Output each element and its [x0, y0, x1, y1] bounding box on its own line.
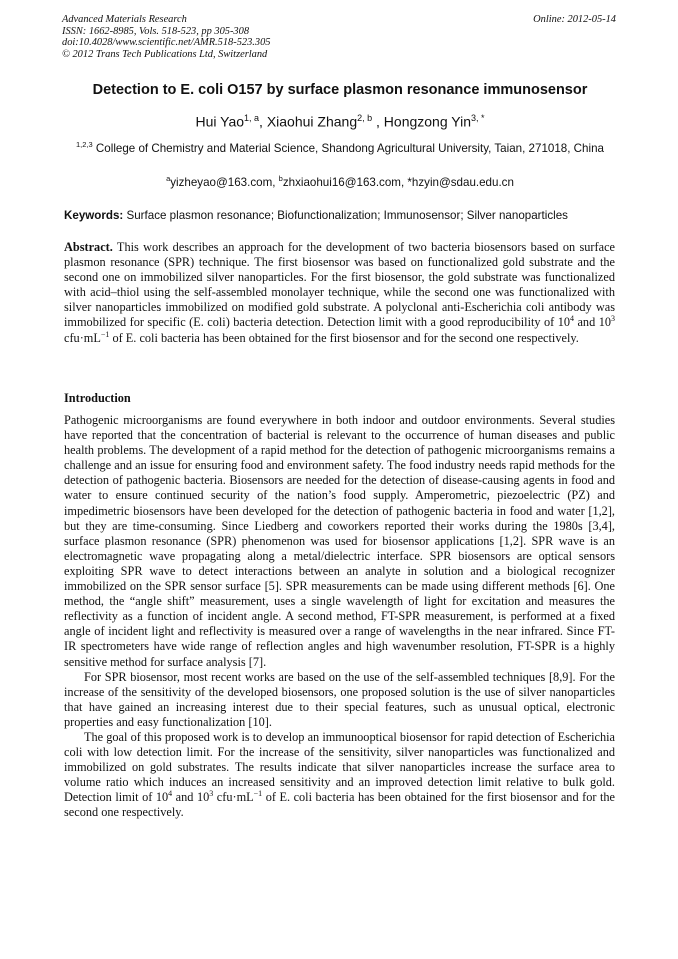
affiliation-superscript: 1,2,3 — [76, 140, 93, 149]
abstract-label: Abstract. — [64, 240, 113, 254]
email-superscript: a — [166, 174, 171, 183]
superscript: −1 — [253, 789, 263, 799]
superscript: 3 — [611, 314, 615, 324]
issn-line: ISSN: 1662-8985, Vols. 518-523, pp 305-308 — [62, 25, 250, 37]
abstract-text: and 10 — [574, 315, 611, 330]
email-text: yizheyao@163.com, — [170, 175, 279, 189]
superscript: 4 — [570, 314, 575, 324]
copyright-line: © 2012 Trans Tech Publications Ltd, Switzerland — [62, 48, 268, 60]
superscript: 4 — [168, 789, 173, 799]
keywords-text: Surface plasmon resonance; Biofunctionalization; Immunosensor; Silver nanoparticles — [123, 209, 568, 222]
journal-name: Advanced Materials Research — [62, 14, 187, 25]
intro-text: of E. coli bacteria has been obtained for the first biosensor and for the second one respectively. — [64, 790, 616, 820]
abstract-text: cfu·mL — [64, 330, 101, 345]
intro-text: The goal of this proposed work is to develop an immunooptical biosensor for rapid detection of Escherichia coli with low detection limit. For the increase of the sensitivity, silver nanoparticles was functionalized and immobilized on gold substrates. The results indicate that silver nanoparticles increase the surface area to volume ratio which induces an increased sensitivity and an improved detection limit relative to bulk gold. Detection limit of 10 — [64, 729, 615, 805]
intro-paragraph: Pathogenic microorganisms are found everywhere in both indoor and outdoor environments. Several studies have reported that the concentration of bacterial is relevant to the occurrence of human diseases and public health problems. The development of a rapid method for the detection of pathogenic microorganisms remains a challenge and an issue for ensuring food and environment safety. The food industry needs rapid methods for the detection of pathogenic bacteria. Biosensors are needed for the detection of disease-causing agents in food and water to ensure continued security of the nation’s food supply. Amperometric, piezoelectric (PZ) and impedimetric biosensors have been developed for the detection of pathogenic bacteria in food and water [1,2], but they are time-consuming. Since Liedberg and coworkers reported their works during the 1980s [3,4], surface plasmon resonance (SPR) phenomenon was used for biosensor applications [1,2]. SPR wave is an electromagnetic wave propagating along a metal/dielectric interface. SPR biosensors are optical sensors exploiting SPR wave to detect interactions between an analyte in solution and a biological recognizer immobilized on the SPR sensor surface [5]. SPR measurements can be made using different methods [6]. One method, the “angle shift” measurement, uses a single wavelength of light for excitation and measures the reflectivity as a function of incident angle. A second method, FT-SPR measurement, is performed at a fixed angle of incident light and reflectivity is measured over a range of wavelengths in the near infrared. Since FT-IR spectrometers have wide range of reflection angles and high wavenumber resolution, FT-SPR is a highly sensitive method for surface analysis [7]. — [64, 413, 615, 669]
online-date: Online: 2012-05-14 — [533, 14, 616, 25]
email-superscript: b — [278, 174, 283, 183]
email-text: zhxiaohui16@163.com, *hzyin@sdau.edu.cn — [282, 175, 514, 189]
superscript: −1 — [100, 329, 110, 339]
journal-header — [62, 14, 616, 60]
affiliation-text: College of Chemistry and Material Science, Shandong Agricultural University, Taian, 271018, China — [92, 141, 604, 155]
introduction-body — [64, 413, 615, 821]
keywords-label: Keywords: — [64, 209, 124, 222]
section-heading-introduction: Introduction — [64, 391, 131, 405]
author-separator: , — [372, 113, 384, 130]
affiliation — [70, 137, 610, 156]
intro-text: cfu·mL — [213, 790, 254, 805]
keywords — [64, 209, 616, 222]
author-superscript: 3, * — [470, 113, 485, 123]
doi-line: doi:10.4028/www.scientific.net/AMR.518-523.305 — [62, 37, 271, 49]
author-separator: , — [259, 113, 267, 130]
abstract-text: of E. coli bacteria has been obtained for the first biosensor and for the second one respectively. — [109, 330, 579, 345]
author-list — [40, 113, 640, 130]
intro-paragraph: For SPR biosensor, most recent works are based on the use of the self-assembled techniques [8,9]. For the increase of the sensitivity of the developed biosensors, one proposed solution is the use of silver nanoparticles that have gained an increasing interest due to their special features, such as unusual optical, electronic properties and easy functionalization [10]. — [64, 669, 615, 729]
paper-title: Detection to E. coli O157 by surface plasmon resonance immunosensor — [92, 82, 588, 98]
abstract — [64, 240, 615, 346]
abstract-paragraph — [64, 240, 615, 346]
author-name: Hongzong Yin — [383, 113, 471, 130]
author-name: Hui Yao — [195, 113, 245, 130]
author-emails — [40, 174, 640, 189]
intro-paragraph — [64, 730, 615, 821]
abstract-text: This work describes an approach for the development of two bacteria biosensors based on surface plasmon resonance (SPR) technique. The first biosensor was based on functionalized gold substrate and the second one on immobilized silver nanoparticles. For the first biosensor, the gold substrate was functionalized with acid–thiol using the self-assembled monolayer technique, while the second one was functionalized with silver nanoparticles immobilized on modified gold substrate. A polyclonal anti-Escherichia coli antibody was immobilized for specific (E. coli) bacteria detection. Detection limit with a good reproducibility of 10 — [64, 240, 615, 330]
author-superscript: 1, a — [244, 113, 260, 123]
superscript: 3 — [209, 789, 214, 799]
author-name: Xiaohui Zhang — [266, 113, 358, 130]
intro-text: and 10 — [172, 790, 210, 805]
author-superscript: 2, b — [357, 113, 373, 123]
